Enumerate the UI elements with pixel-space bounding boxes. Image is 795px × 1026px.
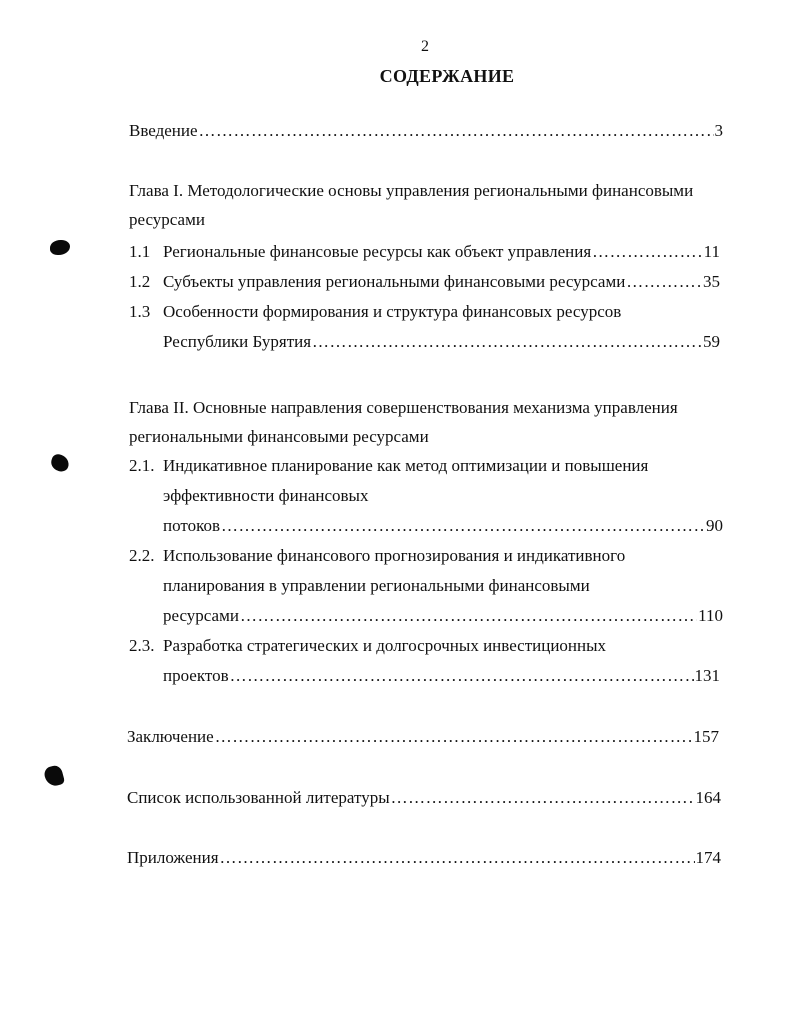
toc-leader-dots — [391, 788, 695, 808]
toc-label: Введение — [129, 121, 198, 140]
toc-number: 1.3 — [129, 302, 151, 321]
toc-leader-dots — [221, 516, 705, 536]
toc-entry-1-1 — [129, 242, 720, 262]
toc-leader-dots — [312, 332, 702, 352]
ink-blot-1 — [50, 240, 70, 255]
page-title: СОДЕРЖАНИЕ — [379, 66, 515, 86]
toc-leader-dots — [592, 242, 702, 262]
toc-label: Республики Бурятия — [163, 332, 312, 351]
toc-label: Субъекты управления региональными финансовыми ресурсами — [163, 272, 626, 291]
toc-entry-intro — [129, 121, 723, 141]
toc-page: 131 — [694, 666, 720, 685]
toc-page: 157 — [693, 727, 719, 746]
toc-page: 3 — [714, 121, 723, 140]
toc-number: 1.2 — [129, 272, 151, 291]
ink-blot-2 — [49, 452, 71, 473]
toc-leader-dots — [626, 272, 702, 292]
toc-leader-dots — [220, 848, 695, 868]
toc-page: 90 — [706, 516, 723, 535]
chapter1-title-line1: Глава I. Методологические основы управления региональными финансовыми — [129, 181, 694, 200]
toc-page: 110 — [698, 606, 723, 625]
toc-number: 1.1 — [129, 242, 151, 261]
toc-entry-1-3-line2 — [163, 332, 720, 352]
toc-entry-2-2-line1 — [129, 546, 625, 566]
toc-entry-2-3-line2 — [163, 666, 720, 686]
toc-number: 2.2. — [129, 546, 155, 565]
toc-entry-2-1-line3 — [163, 516, 723, 536]
toc-entry-1-3-line1 — [129, 302, 621, 322]
toc-entry-appendices — [127, 848, 721, 868]
chapter1-title-line2: ресурсами — [129, 210, 205, 229]
toc-label: Список использованной литературы — [127, 788, 390, 807]
toc-entry-2-3-line1 — [129, 636, 606, 656]
toc-entry-references — [127, 788, 721, 808]
toc-label: Региональные финансовые ресурсы как объект управления — [163, 242, 592, 261]
toc-label: Особенности формирования и структура финансовых ресурсов — [163, 302, 622, 321]
toc-label: ресурсами — [163, 606, 239, 625]
toc-page: 11 — [703, 242, 720, 261]
toc-number: 2.1. — [129, 456, 155, 475]
toc-label: Приложения — [127, 848, 219, 867]
toc-label: потоков — [163, 516, 221, 535]
toc-entry-2-1-line1 — [129, 456, 648, 476]
toc-label: Использование финансового прогнозирования и индикативного — [163, 546, 626, 565]
toc-leader-dots — [240, 606, 697, 626]
toc-leader-dots — [215, 727, 693, 747]
toc-label: Заключение — [127, 727, 214, 746]
toc-label: Разработка стратегических и долгосрочных инвестиционных — [163, 636, 607, 655]
toc-leader-dots — [199, 121, 714, 141]
toc-page: 174 — [695, 848, 721, 867]
toc-label: Индикативное планирование как метод оптимизации и повышения — [163, 456, 649, 475]
toc-entry-2-1-line2: эффективности финансовых — [163, 486, 369, 505]
ink-blot-3 — [43, 764, 66, 788]
toc-entry-2-2-line2: планирования в управлении региональными финансовыми — [163, 576, 590, 595]
toc-leader-dots — [230, 666, 694, 686]
toc-number: 2.3. — [129, 636, 155, 655]
toc-entry-2-2-line3 — [163, 606, 723, 626]
page-number: 2 — [421, 38, 429, 55]
toc-page: 35 — [703, 272, 720, 291]
toc-page: 164 — [695, 788, 721, 807]
toc-entry-conclusion — [127, 727, 719, 747]
toc-entry-1-2 — [129, 272, 720, 292]
toc-label: проектов — [163, 666, 229, 685]
toc-page: 59 — [703, 332, 720, 351]
chapter2-title-line1: Глава II. Основные направления совершенствования механизма управления — [129, 398, 678, 417]
chapter2-title-line2: региональными финансовыми ресурсами — [129, 427, 429, 446]
